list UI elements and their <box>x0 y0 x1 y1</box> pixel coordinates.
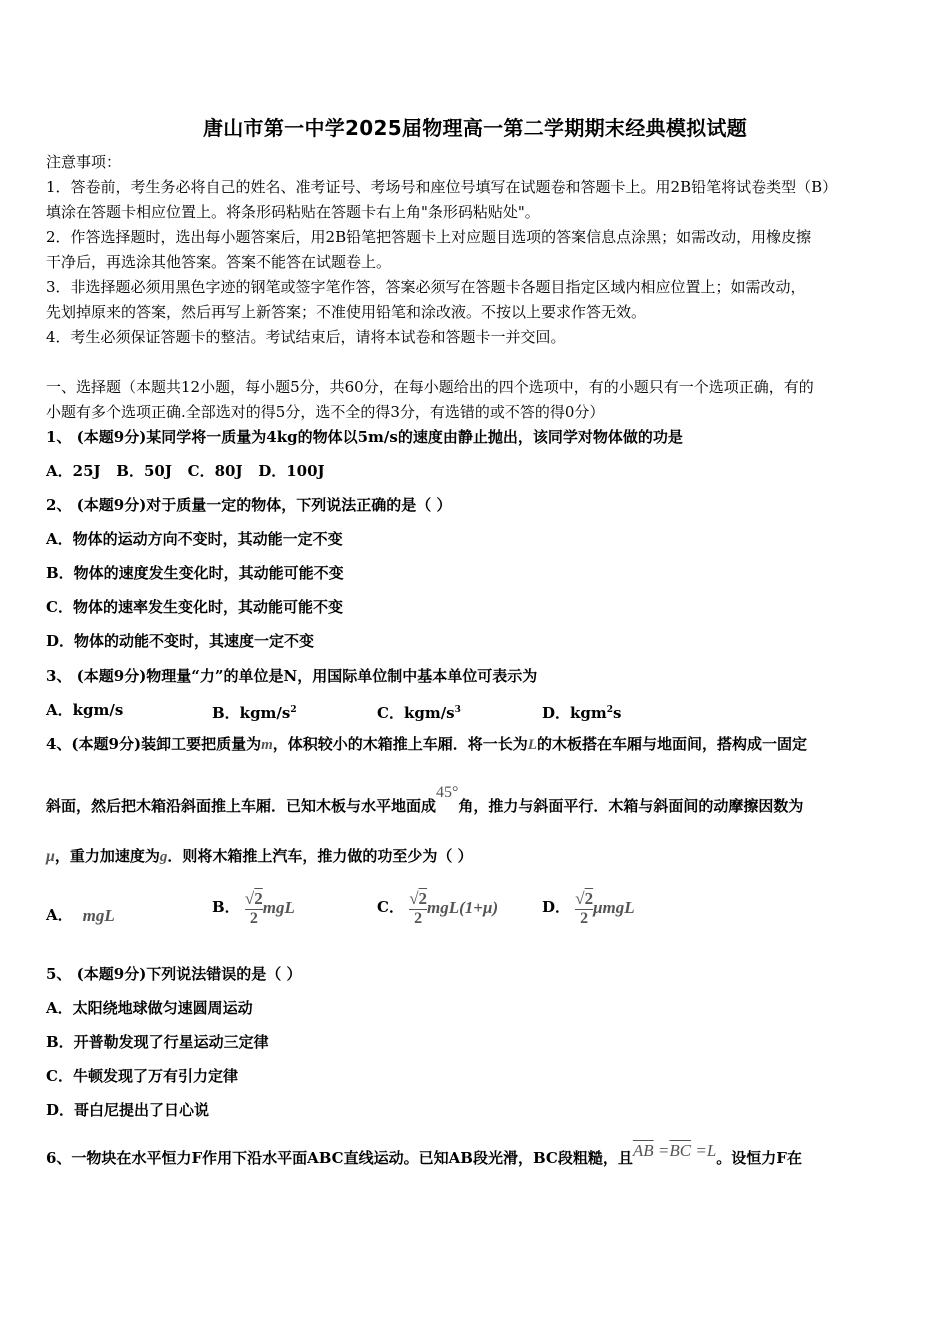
notice-line-7: 4．考生必须保证答题卡的整洁。考试结束后，请将本试卷和答题卡一并交回。 <box>46 328 566 346</box>
angle-value: 45° <box>436 784 459 801</box>
notice-line-5: 3．非选择题必须用黑色字迹的钢笔或签字笔作答，答案必须写在答题卡各题目指定区域内相应位置上；如需改动， <box>46 278 806 296</box>
notice-line-2: 填涂在答题卡相应位置上。将条形码粘贴在答题卡右上角"条形码粘贴处"。 <box>46 203 540 221</box>
sqrt2-over-2-b: $\frac{√2}{2}$ <box>244 888 263 927</box>
q2-stem: 2、 (本题9分)对于质量一定的物体，下列说法正确的是（ ） <box>46 496 452 514</box>
q4-stem-line-1: 4、(本题9分)装卸工要把质量为m，体积较小的木箱推上车厢．将一长为L的木板搭在车厢与地面间，搭构成一固定 <box>46 735 807 753</box>
q3-stem: 3、 (本题9分)物理量“力”的单位是N，用国际单位制中基本单位可表示为 <box>46 667 538 685</box>
section-intro-line-1: 一、选择题（本题共12小题，每小题5分，共60分，在每小题给出的四个选项中，有的小题只有一个选项正确，有的 <box>46 378 814 396</box>
q5-option-a: A．太阳绕地球做匀速圆周运动 <box>46 999 253 1017</box>
q1-option-d: D．100J <box>258 462 325 480</box>
q1-stem: 1、 (本题9分)某同学将一质量为4kg的物体以5m/s的速度由静止抛出，该同学对物体做的功是 <box>46 428 683 446</box>
q4-option-b: B． $\frac{√2}{2}$ mgL <box>212 888 295 927</box>
q3-option-b: B．kgm/$s^2$ <box>212 704 297 722</box>
q6-stem: 6、一物块在水平恒力F作用下沿水平面ABC直线运动。已知AB段光滑，BC段粗糙，且$\overline{AB} =\overline{BC} =L$。设恒力F在 <box>46 1141 802 1167</box>
notice-heading: 注意事项： <box>46 153 122 171</box>
q1-option-a: A．25J <box>46 462 101 480</box>
q2-option-c: C．物体的速率发生变化时，其动能可能不变 <box>46 598 343 616</box>
length-symbol: L <box>527 737 537 753</box>
q2-option-d: D．物体的动能不变时，其速度一定不变 <box>46 632 315 650</box>
friction-coefficient-symbol: μ <box>46 848 55 865</box>
notice-line-6: 先划掉原来的答案，然后再写上新答案；不准使用铅笔和涂改液。不按以上要求作答无效。 <box>46 303 647 321</box>
q3-option-d: D．kgm$^2$s <box>542 704 622 722</box>
q4-option-d: D． $\frac{√2}{2}$ μmgL <box>542 888 635 927</box>
q3-option-c: C．kgm/$s^3$ <box>377 704 461 722</box>
sqrt2-over-2-c: $\frac{√2}{2}$ <box>409 888 428 927</box>
q3-option-a: A．kgm/s <box>46 701 124 719</box>
notice-line-4: 干净后，再选涂其他答案。答案不能答在试题卷上。 <box>46 253 392 271</box>
notice-line-1: 1．答卷前，考生务必将自己的姓名、准考证号、考场号和座位号填写在试题卷和答题卡上。用2B铅笔将试卷类型（B） <box>46 178 838 196</box>
q1-option-b: B．50J <box>116 462 172 480</box>
q2-option-b: B．物体的速度发生变化时，其动能可能不变 <box>46 564 344 582</box>
sqrt2-over-2-d: $\frac{√2}{2}$ <box>575 888 594 927</box>
q4-option-c: C． $\frac{√2}{2}$ mgL(1+μ) <box>377 888 499 927</box>
q1-options <box>46 461 325 481</box>
q5-option-b: B．开普勒发现了行星运动三定律 <box>46 1033 269 1051</box>
page-title: 唐山市第一中学2025届物理高一第二学期期末经典模拟试题 <box>202 116 748 140</box>
q4-stem-line-2: 斜面，然后把木箱沿斜面推上车厢．已知木板与水平地面成45°角，推力与斜面平行．木箱与斜面间的动摩擦因数为 <box>46 784 804 815</box>
q4-option-a: A． mgL <box>46 906 115 925</box>
gravity-symbol: g <box>159 849 168 865</box>
q4-stem-line-3: μ，重力加速度为g．则将木箱推上汽车，推力做的功至少为（ ） <box>46 847 473 865</box>
q1-option-c: C．80J <box>187 462 243 480</box>
q2-option-a: A．物体的运动方向不变时，其动能一定不变 <box>46 530 343 548</box>
q5-option-d: D．哥白尼提出了日心说 <box>46 1101 210 1119</box>
mass-symbol: m <box>261 737 273 753</box>
q6-equation: $\overline{AB} =\overline{BC} =L$ <box>632 1141 717 1160</box>
q5-stem: 5、 (本题9分)下列说法错误的是（ ） <box>46 965 302 983</box>
section-intro-line-2: 小题有多个选项正确.全部选对的得5分，选不全的得3分，有选错的或不答的得0分） <box>46 403 605 421</box>
q5-option-c: C．牛顿发现了万有引力定律 <box>46 1067 238 1085</box>
notice-line-3: 2．作答选择题时，选出每小题答案后，用2B铅笔把答题卡上对应题目选项的答案信息点涂黑；如需改动，用橡皮擦 <box>46 228 812 246</box>
